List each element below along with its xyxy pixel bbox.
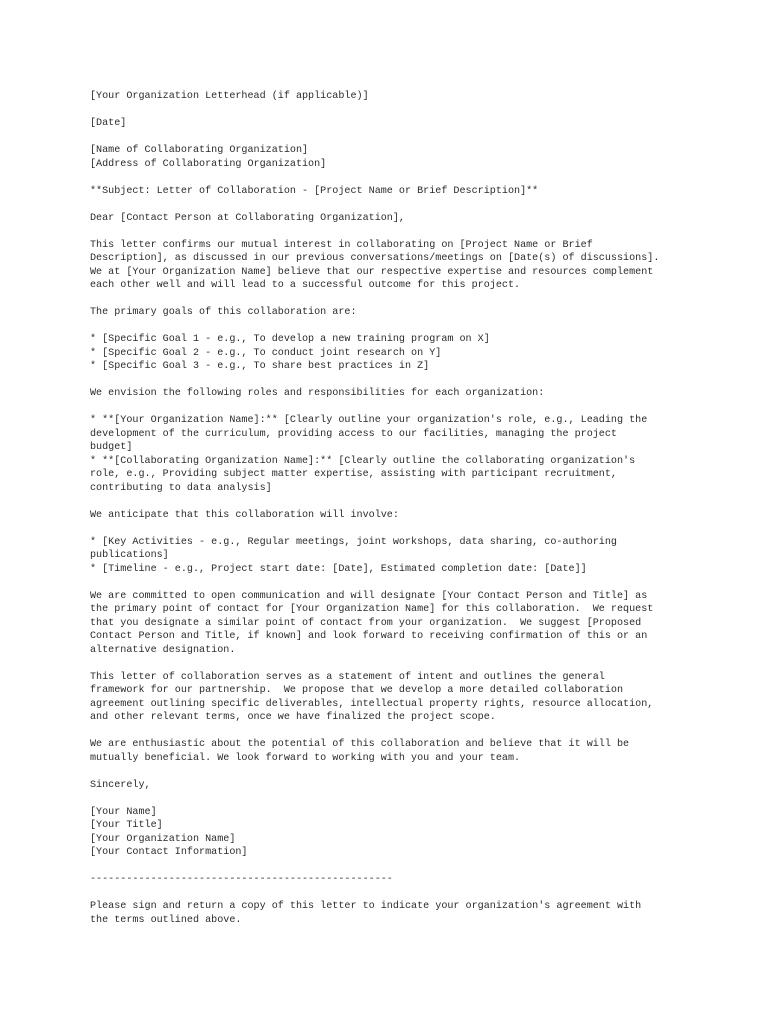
activity-line: * [Key Activities - e.g., Regular meetings, joint workshops, data sharing, co-authoring: [90, 536, 617, 548]
signature-line: [Your Organization Name]: [90, 833, 236, 845]
role-line: * **[Collaborating Organization Name]:** [Clearly outline the collaborating organization's: [90, 455, 636, 467]
intro-line: This letter confirms our mutual interest in collaborating on [Project Name or Brief: [90, 239, 593, 251]
contact-line: that you designate a similar point of contact from your organization. We suggest [Proposed: [90, 617, 642, 629]
activities-list: [90, 536, 690, 577]
closing-line: mutually beneficial. We look forward to working with you and your team.: [90, 752, 521, 764]
role-line: budget]: [90, 442, 133, 453]
divider-line: --------------------------------------------------: [90, 874, 393, 885]
intent-line: This letter of collaboration serves as a statement of intent and outlines the general: [90, 671, 605, 683]
recipient-name: [Name of Collaborating Organization]: [90, 145, 309, 156]
contact-line: the primary point of contact for [Your Organization Name] for this collaboration. We request: [90, 604, 654, 615]
goals-heading: The primary goals of this collaboration are:: [90, 307, 357, 318]
footer-line: the terms outlined above.: [90, 914, 242, 926]
goal-item: * [Specific Goal 2 - e.g., To conduct joint research on Y]: [90, 347, 442, 359]
roles-heading: We envision the following roles and responsibilities for each organization:: [90, 388, 545, 399]
recipient-address: [Address of Collaborating Organization]: [90, 158, 327, 170]
intent-line: framework for our partnership. We propose that we develop a more detailed collaboration: [90, 685, 624, 696]
closing-paragraph: [90, 738, 690, 765]
intro-line: Description], as discussed in our previous conversations/meetings on [Date(s) of discussions].: [90, 253, 660, 264]
contact-paragraph: [90, 590, 690, 658]
roles-list: [90, 414, 690, 495]
intro-line: We at [Your Organization Name] believe that our respective expertise and resources complement: [90, 266, 654, 278]
date: [Date]: [90, 118, 127, 129]
intent-line: and other relevant terms, once we have finalized the project scope.: [90, 712, 496, 723]
contact-line: We are committed to open communication and will designate [Your Contact Person and Title] as: [90, 590, 648, 602]
intent-paragraph: [90, 671, 690, 725]
goals-list: [90, 333, 690, 374]
letter-document: [90, 90, 690, 927]
signature-line: [Your Contact Information]: [90, 847, 248, 858]
signature-line: [Your Title]: [90, 820, 163, 831]
goal-item: * [Specific Goal 3 - e.g., To share best practices in Z]: [90, 361, 430, 372]
role-line: development of the curriculum, providing access to our facilities, managing the project: [90, 428, 617, 440]
letterhead: [Your Organization Letterhead (if applicable)]: [90, 91, 369, 102]
signature-block: [90, 806, 690, 860]
signoff: Sincerely,: [90, 779, 151, 791]
goal-item: * [Specific Goal 1 - e.g., To develop a new training program on X]: [90, 334, 490, 345]
subject-line: **Subject: Letter of Collaboration - [Project Name or Brief Description]**: [90, 185, 539, 197]
contact-line: alternative designation.: [90, 644, 236, 656]
signature-line: [Your Name]: [90, 806, 157, 818]
footer-line: Please sign and return a copy of this letter to indicate your organization's agreement with: [90, 901, 642, 912]
intro-line: each other well and will lead to a successful outcome for this project.: [90, 280, 521, 291]
salutation: Dear [Contact Person at Collaborating Organization],: [90, 212, 405, 224]
role-line: role, e.g., Providing subject matter expertise, assisting with participant recruitment,: [90, 469, 617, 480]
activities-heading: We anticipate that this collaboration will involve:: [90, 509, 399, 521]
footer-paragraph: [90, 900, 690, 927]
contact-line: Contact Person and Title, if known] and look forward to receiving confirmation of this or an: [90, 631, 648, 642]
role-line: contributing to data analysis]: [90, 482, 272, 494]
intro-paragraph: [90, 239, 690, 293]
intent-line: agreement outlining specific deliverables, intellectual property rights, resource allocation,: [90, 698, 654, 710]
role-line: * **[Your Organization Name]:** [Clearly outline your organization's role, e.g., Leading the: [90, 415, 648, 426]
activity-line: publications]: [90, 550, 169, 561]
closing-line: We are enthusiastic about the potential of this collaboration and believe that it will be: [90, 739, 630, 750]
activity-line: * [Timeline - e.g., Project start date: [Date], Estimated completion date: [Date]]: [90, 563, 587, 575]
